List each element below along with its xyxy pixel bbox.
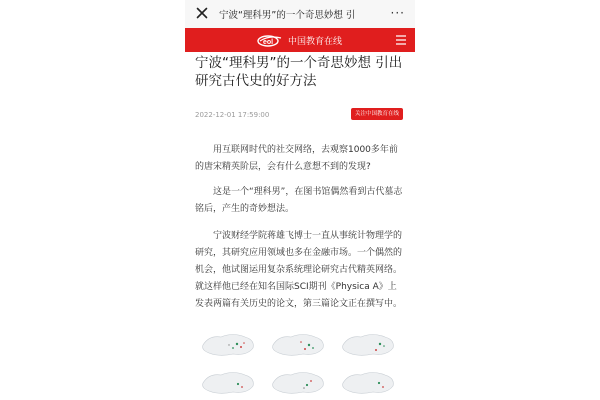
brand-banner — [185, 28, 415, 52]
map-thumbnail — [339, 324, 403, 358]
right-margin — [415, 0, 600, 400]
map-thumbnail — [269, 362, 333, 396]
paragraph-3: 宁波财经学院蒋雄飞博士一直从事统计物理学的研究，其研究应用领域也多在金融市场。一个偶然的机会，他试图运用复杂系统理论研究古代精英网络。就这样他已经在知名国际SCI期刊《Physica A》上发表两篇有关历史的论文，第三篇论文正在撰写中。 — [195, 231, 403, 309]
menu-icon[interactable] — [395, 34, 407, 46]
article-title: 宁波“理科男”的一个奇思妙想 引出研究古代史的好方法 — [195, 55, 403, 89]
window-title: 宁波“理科男”的一个奇思妙想 引 — [219, 10, 356, 21]
browser-top-bar — [185, 0, 415, 29]
svg-text:eol: eol — [263, 39, 274, 46]
publish-date: 2022-12-01 17:59:00 — [195, 111, 270, 119]
left-margin — [0, 0, 185, 400]
phone-screen — [185, 0, 415, 400]
map-thumbnail — [269, 324, 333, 358]
brand-name: 中国教育在线 — [288, 37, 343, 47]
map-thumbnail — [199, 362, 263, 396]
close-icon[interactable] — [194, 5, 210, 21]
eol-logo — [257, 33, 287, 47]
map-grid-image — [195, 318, 405, 400]
map-thumbnail — [199, 324, 263, 358]
more-icon[interactable]: ··· — [390, 6, 405, 20]
paragraph-2: 这是一个“理科男”，在图书馆偶然看到古代墓志铭后，产生的奇妙想法。 — [195, 187, 403, 214]
follow-button[interactable]: 关注中国教育在线 — [351, 108, 403, 120]
paragraph-1: 用互联网时代的社交网络，去观察1000多年前的唐宋精英阶层，会有什么意想不到的发现? — [195, 145, 398, 172]
map-thumbnail — [339, 362, 403, 396]
